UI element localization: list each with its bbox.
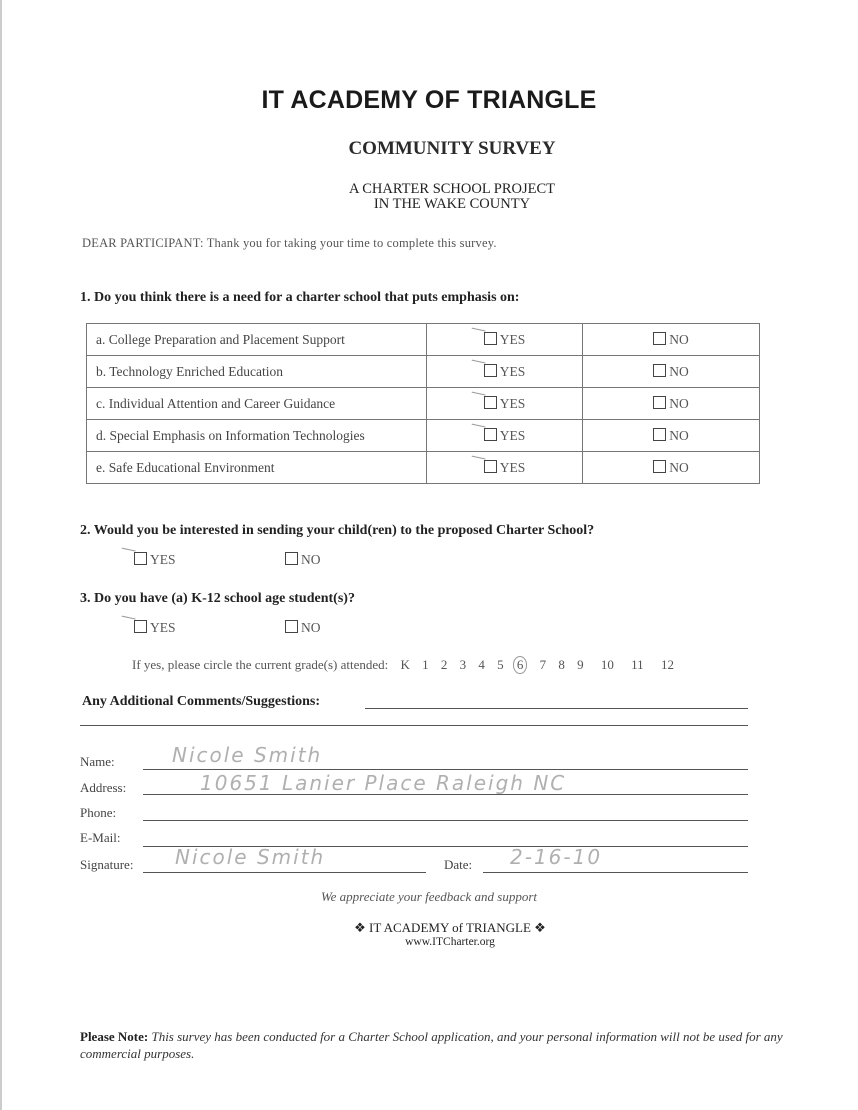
q1-c-yes[interactable]: YES xyxy=(427,388,583,420)
phone-label: Phone: xyxy=(80,805,117,820)
checkbox-icon[interactable] xyxy=(653,332,666,345)
table-row xyxy=(87,420,760,452)
q1-d-no[interactable]: NO xyxy=(583,420,760,452)
grade-option[interactable]: 2 xyxy=(440,657,448,672)
grade-option-circled[interactable]: 6 xyxy=(513,656,528,674)
grade-option[interactable]: 3 xyxy=(459,657,467,672)
table-row xyxy=(87,324,760,356)
q1-row-label: b. Technology Enriched Education xyxy=(87,356,427,388)
website-link[interactable]: www.ITCharter.org xyxy=(405,936,495,948)
checkbox-icon[interactable] xyxy=(134,552,147,565)
q1-question: 1. Do you think there is a need for a charter school that puts emphasis on: xyxy=(80,290,520,305)
q2-yes-option[interactable]: YES xyxy=(134,551,176,569)
grade-option[interactable]: 9 xyxy=(577,657,584,672)
q1-e-no[interactable]: NO xyxy=(583,452,760,484)
name-label: Name: xyxy=(80,754,115,769)
q1-table xyxy=(86,323,760,484)
q2-no-option[interactable]: NO xyxy=(285,551,321,569)
checkbox-icon[interactable] xyxy=(484,428,497,441)
email-label: E-Mail: xyxy=(80,830,121,845)
q1-row-label: e. Safe Educational Environment xyxy=(87,452,427,484)
note-label: Please Note: xyxy=(80,1029,149,1044)
q1-a-yes[interactable]: YES xyxy=(427,324,583,356)
checkbox-icon[interactable] xyxy=(285,620,298,633)
q1-row-label: d. Special Emphasis on Information Technologies xyxy=(87,420,427,452)
comments-line-2[interactable] xyxy=(80,725,748,726)
name-handwriting: Nicole Smith xyxy=(172,743,323,767)
q1-d-yes[interactable]: YES xyxy=(427,420,583,452)
checkbox-icon[interactable] xyxy=(484,460,497,473)
grades-prompt: If yes, please circle the current grade(s) attended: xyxy=(132,657,389,672)
checkbox-icon[interactable] xyxy=(285,552,298,565)
address-label: Address: xyxy=(80,780,127,795)
checkbox-icon[interactable] xyxy=(484,364,497,377)
checkbox-icon[interactable] xyxy=(653,364,666,377)
grade-option[interactable]: 11 xyxy=(631,657,644,672)
project-line-2: IN THE WAKE COUNTY xyxy=(373,196,531,212)
survey-subtitle: COMMUNITY SURVEY xyxy=(348,138,556,159)
project-description xyxy=(0,182,858,212)
q3-no-option[interactable]: NO xyxy=(285,619,321,637)
grade-option[interactable]: 10 xyxy=(600,657,614,672)
date-field[interactable] xyxy=(483,872,748,873)
q1-b-yes[interactable]: YES xyxy=(427,356,583,388)
name-field[interactable] xyxy=(143,769,748,770)
checkbox-icon[interactable] xyxy=(653,428,666,441)
q2-question: 2. Would you be interested in sending your child(ren) to the proposed Charter School? xyxy=(80,523,595,538)
grade-option[interactable]: 7 xyxy=(539,657,547,672)
grade-option[interactable]: K xyxy=(400,657,410,672)
phone-field[interactable] xyxy=(143,820,748,821)
checkbox-icon[interactable] xyxy=(653,396,666,409)
q3-yes-option[interactable]: YES xyxy=(134,619,176,637)
checkbox-icon[interactable] xyxy=(134,620,147,633)
greeting: DEAR PARTICIPANT: Thank you for taking your time to complete this survey. xyxy=(82,236,497,250)
project-line-1: A CHARTER SCHOOL PROJECT xyxy=(348,181,556,197)
q1-b-no[interactable]: NO xyxy=(583,356,760,388)
checkbox-icon[interactable] xyxy=(484,332,497,345)
privacy-note xyxy=(80,1028,820,1062)
q1-e-yes[interactable]: YES xyxy=(427,452,583,484)
q1-row-label: c. Individual Attention and Career Guidance xyxy=(87,388,427,420)
page-title: IT ACADEMY OF TRIANGLE xyxy=(261,86,597,114)
q1-row-label: a. College Preparation and Placement Support xyxy=(87,324,427,356)
appreciation-text: We appreciate your feedback and support xyxy=(320,889,538,904)
q1-c-no[interactable]: NO xyxy=(583,388,760,420)
q3-question: 3. Do you have (a) K-12 school age student(s)? xyxy=(80,591,355,606)
table-row xyxy=(87,452,760,484)
table-row xyxy=(87,356,760,388)
address-handwriting: 10651 Lanier Place Raleigh NC xyxy=(200,771,567,795)
date-label: Date: xyxy=(444,857,473,872)
table-row xyxy=(87,388,760,420)
comments-label: Any Additional Comments/Suggestions: xyxy=(82,694,321,709)
grade-option[interactable]: 8 xyxy=(558,657,565,672)
grade-option[interactable]: 1 xyxy=(422,657,429,672)
checkbox-icon[interactable] xyxy=(653,460,666,473)
q1-a-no[interactable]: NO xyxy=(583,324,760,356)
signature-field[interactable] xyxy=(143,872,426,873)
checkbox-icon[interactable] xyxy=(484,396,497,409)
grade-selector xyxy=(132,656,674,674)
signature-label: Signature: xyxy=(80,857,134,872)
org-name: ❖ IT ACADEMY of TRIANGLE ❖ xyxy=(354,920,546,935)
note-text: This survey has been conducted for a Charter School application, and your personal information will not be used for any commercial purposes. xyxy=(80,1029,783,1061)
date-handwriting: 2-16-10 xyxy=(510,845,603,869)
grade-option[interactable]: 12 xyxy=(660,657,674,672)
grade-option[interactable]: 5 xyxy=(497,657,504,672)
grade-option[interactable]: 4 xyxy=(478,657,485,672)
signature-handwriting: Nicole Smith xyxy=(175,845,326,869)
comments-line-1[interactable] xyxy=(365,708,748,709)
